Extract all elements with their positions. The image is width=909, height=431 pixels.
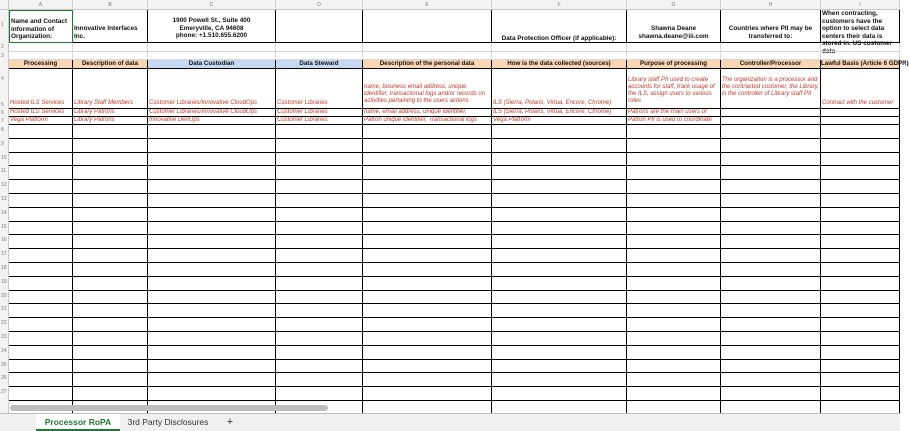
data-center-note[interactable]: When contracting, customers have the option to select data centers their data is stored in. US customer data xyxy=(821,10,900,43)
empty-cell[interactable] xyxy=(73,235,148,249)
empty-cell[interactable] xyxy=(363,153,492,167)
empty-cell[interactable] xyxy=(148,180,276,194)
row-number-13[interactable]: 13 xyxy=(0,194,9,208)
empty-cell[interactable] xyxy=(821,360,900,374)
empty-cell[interactable] xyxy=(721,346,821,360)
empty-cell[interactable] xyxy=(492,125,627,139)
empty-cell[interactable] xyxy=(363,222,492,236)
data-cell-r6-c3[interactable]: Innovative DevOps xyxy=(148,117,276,125)
empty-cell[interactable] xyxy=(492,208,627,222)
empty-cell[interactable] xyxy=(721,194,821,208)
empty-cell[interactable] xyxy=(148,304,276,318)
empty-cell[interactable] xyxy=(73,360,148,374)
empty-cell[interactable] xyxy=(492,194,627,208)
empty-cell[interactable] xyxy=(276,180,363,194)
data-cell-r6-c2[interactable]: Library Patrons xyxy=(73,117,148,125)
tab-3rd-party-disclosures[interactable]: 3rd Party Disclosures xyxy=(127,417,209,427)
data-cell-r6-c4[interactable]: Customer Libraries xyxy=(276,117,363,125)
empty-cell[interactable] xyxy=(363,139,492,153)
empty-cell[interactable] xyxy=(9,125,73,139)
column-header-i[interactable]: I xyxy=(821,0,900,10)
row-number-8[interactable]: 8 xyxy=(0,125,9,139)
empty-cell[interactable] xyxy=(363,125,492,139)
empty-cell[interactable] xyxy=(721,387,821,401)
column-header-label-3[interactable]: Data Custodian xyxy=(148,60,276,69)
data-cell-r5-c7[interactable]: Patrons are the main users of xyxy=(627,109,721,117)
data-cell-r5-c1[interactable]: Hosted ILS Services xyxy=(9,109,73,117)
empty-cell[interactable] xyxy=(363,235,492,249)
empty-cell[interactable] xyxy=(492,222,627,236)
row-number-20[interactable]: 20 xyxy=(0,291,9,305)
empty-cell[interactable] xyxy=(363,180,492,194)
empty-cell[interactable] xyxy=(627,318,721,332)
data-cell-r4-c1[interactable]: Hosted ILS Services xyxy=(9,69,73,109)
empty-cell[interactable] xyxy=(9,318,73,332)
empty-cell[interactable] xyxy=(73,291,148,305)
row-number-23[interactable]: 23 xyxy=(0,332,9,346)
empty-cell[interactable] xyxy=(721,263,821,277)
data-cell-r4-c9[interactable]: Contract with the customer xyxy=(821,69,900,109)
empty-cell[interactable] xyxy=(9,208,73,222)
empty-cell[interactable] xyxy=(627,387,721,401)
empty-cell[interactable] xyxy=(821,291,900,305)
empty-cell[interactable] xyxy=(148,222,276,236)
empty-cell[interactable] xyxy=(9,235,73,249)
empty-cell[interactable] xyxy=(148,235,276,249)
empty-cell[interactable] xyxy=(492,180,627,194)
row-number-1[interactable]: 1 xyxy=(0,10,9,43)
data-cell-r4-c6[interactable]: ILS (Sierra, Polaris, Virtua, Encore, Chrome) xyxy=(492,69,627,109)
empty-cell[interactable] xyxy=(821,346,900,360)
empty-cell[interactable] xyxy=(363,194,492,208)
empty-cell[interactable] xyxy=(9,139,73,153)
empty-cell[interactable] xyxy=(276,139,363,153)
empty-cell[interactable] xyxy=(721,180,821,194)
empty-cell[interactable] xyxy=(276,346,363,360)
tab-processor-ropa[interactable]: Processor RoPA xyxy=(36,414,120,431)
empty-cell[interactable] xyxy=(148,387,276,401)
data-cell-r5-c3[interactable]: Customer Libraries/Innovative CloudOps xyxy=(148,109,276,117)
empty-cell[interactable] xyxy=(276,277,363,291)
empty-cell[interactable] xyxy=(492,277,627,291)
row-number-10[interactable]: 10 xyxy=(0,153,9,167)
empty-cell[interactable] xyxy=(721,166,821,180)
empty-cell[interactable] xyxy=(492,346,627,360)
data-cell-r6-c6[interactable]: Vega Platform xyxy=(492,117,627,125)
data-cell-r5-c9[interactable] xyxy=(821,109,900,117)
row-number-24[interactable]: 24 xyxy=(0,346,9,360)
empty-cell[interactable] xyxy=(9,346,73,360)
empty-cell[interactable] xyxy=(9,153,73,167)
empty-cell[interactable] xyxy=(627,180,721,194)
row-number-14[interactable]: 14 xyxy=(0,208,9,222)
data-cell-r4-c8[interactable]: The organization is a processor and the contracted customer, the Library, is the controller of Library staff PII xyxy=(721,69,821,109)
empty-cell[interactable] xyxy=(276,360,363,374)
empty-cell[interactable] xyxy=(148,332,276,346)
empty-cell[interactable] xyxy=(627,194,721,208)
data-cell-r5-c5[interactable]: name, email address, unique identifier, xyxy=(363,109,492,117)
empty-cell[interactable] xyxy=(276,43,363,52)
data-cell-r6-c7[interactable]: Patron PII is used to coordinate xyxy=(627,117,721,125)
empty-cell[interactable] xyxy=(363,263,492,277)
empty-cell[interactable] xyxy=(492,166,627,180)
empty-cell[interactable] xyxy=(821,43,900,52)
empty-cell[interactable] xyxy=(627,52,721,60)
empty-cell[interactable] xyxy=(148,153,276,167)
empty-cell[interactable] xyxy=(9,360,73,374)
empty-cell[interactable] xyxy=(721,52,821,60)
empty-cell[interactable] xyxy=(363,277,492,291)
empty-cell[interactable] xyxy=(821,304,900,318)
empty-cell[interactable] xyxy=(492,249,627,263)
empty-cell[interactable] xyxy=(276,153,363,167)
row-number-7[interactable]: 7 xyxy=(0,117,9,125)
empty-cell[interactable] xyxy=(821,52,900,60)
empty-cell[interactable] xyxy=(627,249,721,263)
empty-cell[interactable] xyxy=(821,318,900,332)
empty-cell[interactable] xyxy=(73,208,148,222)
empty-cell[interactable] xyxy=(492,332,627,346)
empty-cell[interactable] xyxy=(9,194,73,208)
column-header-h[interactable]: H xyxy=(721,0,821,10)
column-header-g[interactable]: G xyxy=(627,0,721,10)
empty-cell[interactable] xyxy=(148,291,276,305)
empty-cell[interactable] xyxy=(148,139,276,153)
column-header-label-8[interactable]: Controller/Processor xyxy=(721,60,821,69)
empty-cell[interactable] xyxy=(821,208,900,222)
empty-cell[interactable] xyxy=(276,387,363,401)
empty-cell[interactable] xyxy=(73,304,148,318)
row-number-17[interactable]: 17 xyxy=(0,249,9,263)
empty-cell[interactable] xyxy=(276,318,363,332)
empty-cell[interactable] xyxy=(821,332,900,346)
row-number-6[interactable]: 6 xyxy=(0,109,9,117)
empty-cell[interactable] xyxy=(148,277,276,291)
empty-cell[interactable] xyxy=(148,346,276,360)
row-number-25[interactable]: 25 xyxy=(0,360,9,374)
empty-cell[interactable] xyxy=(492,318,627,332)
empty-cell[interactable] xyxy=(276,291,363,305)
column-header-a[interactable]: A xyxy=(9,0,73,10)
org-name-value[interactable]: Innovative Interfaces Inc. xyxy=(73,10,148,43)
empty-cell[interactable] xyxy=(73,277,148,291)
dpo-contact[interactable]: Shawna Deane shawna.deane@iii.com xyxy=(627,10,721,43)
data-cell-r5-c6[interactable]: ILS (Sierra, Polaris, Virtua, Encore, Chrome) xyxy=(492,109,627,117)
empty-cell[interactable] xyxy=(276,166,363,180)
add-sheet-button[interactable]: + xyxy=(226,416,234,428)
empty-cell[interactable] xyxy=(492,373,627,387)
data-cell-r6-c8[interactable] xyxy=(721,117,821,125)
data-cell-r6-c5[interactable]: Patron unique identifier, Transactional logs xyxy=(363,117,492,125)
empty-cell[interactable] xyxy=(73,125,148,139)
empty-cell[interactable] xyxy=(148,208,276,222)
row-number-3[interactable]: 3 xyxy=(0,52,9,60)
row-number-22[interactable]: 22 xyxy=(0,318,9,332)
row-number-16[interactable]: 16 xyxy=(0,235,9,249)
row-number-9[interactable]: 9 xyxy=(0,139,9,153)
empty-cell[interactable] xyxy=(721,139,821,153)
column-header-d[interactable]: D xyxy=(276,0,363,10)
data-cell-r4-c3[interactable]: Customer Libraries/Innovative CloudOps xyxy=(148,69,276,109)
empty-cell[interactable] xyxy=(721,235,821,249)
empty-cell[interactable] xyxy=(492,235,627,249)
row-number-4[interactable]: 4 xyxy=(0,60,9,101)
column-header-e[interactable]: E xyxy=(363,0,492,10)
empty-cell[interactable] xyxy=(821,222,900,236)
column-header-label-7[interactable]: Purpose of processing xyxy=(627,60,721,69)
empty-cell[interactable] xyxy=(363,304,492,318)
data-cell-r4-c5[interactable]: name, business email address, unique identifier, transactional logs and/or records on activities pertaining to the users actions xyxy=(363,69,492,109)
column-header-label-2[interactable]: Description of data xyxy=(73,60,148,69)
data-cell-r6-c1[interactable]: Vega Platform xyxy=(9,117,73,125)
row-number-11[interactable]: 11 xyxy=(0,166,9,180)
empty-cell[interactable] xyxy=(492,139,627,153)
row-number-12[interactable]: 12 xyxy=(0,180,9,194)
empty-cell[interactable] xyxy=(73,222,148,236)
empty-cell[interactable] xyxy=(721,153,821,167)
empty-cell[interactable] xyxy=(276,332,363,346)
empty-cell[interactable] xyxy=(363,387,492,401)
empty-cell[interactable] xyxy=(492,304,627,318)
empty-cell[interactable] xyxy=(721,304,821,318)
column-header-f[interactable]: F xyxy=(492,0,627,10)
empty-cell[interactable] xyxy=(821,277,900,291)
empty-cell[interactable] xyxy=(627,304,721,318)
empty-cell[interactable] xyxy=(363,249,492,263)
transfer-countries-label[interactable]: Countries where PII may be transferred to: xyxy=(721,10,821,43)
column-header-c[interactable]: C xyxy=(148,0,276,10)
data-cell-r4-c7[interactable]: Library staff PII used to create accounts for staff, track usage of the ILS, assign users to various roles xyxy=(627,69,721,109)
horizontal-scrollbar[interactable] xyxy=(10,405,328,411)
empty-cell[interactable] xyxy=(627,277,721,291)
empty-cell[interactable] xyxy=(276,194,363,208)
data-cell-r5-c2[interactable]: Library Patrons xyxy=(73,109,148,117)
empty-cell[interactable] xyxy=(363,166,492,180)
empty-cell[interactable] xyxy=(9,43,73,52)
row-number-15[interactable]: 15 xyxy=(0,222,9,236)
column-header-b[interactable]: B xyxy=(73,0,148,10)
empty-cell[interactable] xyxy=(627,346,721,360)
empty-cell[interactable] xyxy=(9,249,73,263)
empty-cell[interactable] xyxy=(492,52,627,60)
empty-cell[interactable] xyxy=(627,373,721,387)
empty-cell[interactable] xyxy=(276,235,363,249)
empty-cell[interactable] xyxy=(276,208,363,222)
empty-cell[interactable] xyxy=(148,360,276,374)
data-cell-r5-c4[interactable]: Customer Libraries xyxy=(276,109,363,117)
empty-cell[interactable] xyxy=(821,194,900,208)
empty-cell[interactable] xyxy=(9,166,73,180)
empty-cell[interactable] xyxy=(276,373,363,387)
empty-cell[interactable] xyxy=(721,291,821,305)
empty-cell[interactable] xyxy=(363,43,492,52)
empty-cell[interactable] xyxy=(821,125,900,139)
empty-cell[interactable] xyxy=(73,166,148,180)
empty-cell[interactable] xyxy=(363,373,492,387)
empty-cell[interactable] xyxy=(148,52,276,60)
empty-cell[interactable] xyxy=(492,43,627,52)
empty-cell[interactable] xyxy=(9,304,73,318)
column-header-label-6[interactable]: How is the data collected (sources) xyxy=(492,60,627,69)
data-cell-r4-c2[interactable]: Library Staff Members xyxy=(73,69,148,109)
empty-cell[interactable] xyxy=(73,139,148,153)
empty-cell[interactable] xyxy=(627,235,721,249)
empty-cell[interactable] xyxy=(821,263,900,277)
row-number-18[interactable]: 18 xyxy=(0,263,9,277)
empty-cell[interactable] xyxy=(821,139,900,153)
empty-cell[interactable] xyxy=(148,373,276,387)
empty-cell[interactable] xyxy=(627,166,721,180)
empty-cell[interactable] xyxy=(73,318,148,332)
empty-cell[interactable] xyxy=(73,153,148,167)
empty-cell[interactable] xyxy=(148,125,276,139)
empty-cell[interactable] xyxy=(721,360,821,374)
empty-cell[interactable] xyxy=(821,373,900,387)
row-number-26[interactable]: 26 xyxy=(0,373,9,387)
empty-cell[interactable] xyxy=(627,43,721,52)
select-all-corner[interactable] xyxy=(0,0,9,10)
empty-cell[interactable] xyxy=(492,360,627,374)
column-header-label-4[interactable]: Data Steward xyxy=(276,60,363,69)
empty-cell[interactable] xyxy=(363,332,492,346)
empty-cell[interactable] xyxy=(9,180,73,194)
empty-cell[interactable] xyxy=(627,139,721,153)
empty-cell[interactable] xyxy=(721,125,821,139)
data-cell-r5-c8[interactable] xyxy=(721,109,821,117)
empty-cell[interactable] xyxy=(821,249,900,263)
empty-cell[interactable] xyxy=(73,346,148,360)
empty-cell[interactable] xyxy=(148,43,276,52)
empty-cell[interactable] xyxy=(492,291,627,305)
empty-cell[interactable] xyxy=(363,208,492,222)
empty-cell[interactable] xyxy=(363,318,492,332)
empty-cell[interactable] xyxy=(821,235,900,249)
empty-cell[interactable] xyxy=(9,332,73,346)
empty-cell[interactable] xyxy=(627,291,721,305)
row-number-5[interactable]: 5 xyxy=(0,101,9,109)
empty-cell[interactable] xyxy=(276,222,363,236)
empty-cell[interactable] xyxy=(492,153,627,167)
empty-cell[interactable] xyxy=(276,304,363,318)
empty-cell[interactable] xyxy=(276,125,363,139)
row-number-2[interactable]: 2 xyxy=(0,43,9,52)
empty-cell[interactable] xyxy=(276,249,363,263)
empty-cell[interactable] xyxy=(721,43,821,52)
empty-cell[interactable] xyxy=(721,249,821,263)
empty-cell[interactable] xyxy=(721,318,821,332)
empty-cell[interactable] xyxy=(627,153,721,167)
empty-cell[interactable] xyxy=(363,291,492,305)
empty-cell[interactable] xyxy=(73,249,148,263)
empty-cell[interactable] xyxy=(73,332,148,346)
empty-cell[interactable] xyxy=(363,52,492,60)
empty-cell[interactable] xyxy=(9,373,73,387)
empty-cell[interactable] xyxy=(73,263,148,277)
empty-cell[interactable] xyxy=(363,360,492,374)
row-number-19[interactable]: 19 xyxy=(0,277,9,291)
row-number-27[interactable]: 27 xyxy=(0,387,9,401)
empty-cell[interactable] xyxy=(9,291,73,305)
dpo-label[interactable]: Data Protection Officer (if applicable): xyxy=(492,10,627,43)
empty-cell[interactable] xyxy=(721,222,821,236)
empty-cell[interactable] xyxy=(821,180,900,194)
empty-cell[interactable] xyxy=(721,373,821,387)
column-header-label-1[interactable]: Processing xyxy=(9,60,73,69)
empty-cell[interactable] xyxy=(9,263,73,277)
empty-cell[interactable] xyxy=(9,277,73,291)
data-cell-r6-c9[interactable] xyxy=(821,117,900,125)
empty-cell[interactable] xyxy=(721,277,821,291)
column-header-label-5[interactable]: Description of the personal data xyxy=(363,60,492,69)
empty-cell[interactable] xyxy=(627,263,721,277)
empty-cell[interactable] xyxy=(148,263,276,277)
empty-cell[interactable] xyxy=(148,318,276,332)
empty-cell[interactable] xyxy=(492,263,627,277)
org-address[interactable]: 1900 Powell St., Suite 400 Emeryville, CA 94608 phone: +1.510.655.6200 xyxy=(148,10,276,43)
empty-cell[interactable] xyxy=(821,166,900,180)
column-header-label-9[interactable]: Lawful Basis (Article 6 GDPR) xyxy=(821,60,909,67)
empty-cell[interactable] xyxy=(627,332,721,346)
empty-cell-e1[interactable] xyxy=(363,10,492,43)
empty-cell[interactable] xyxy=(73,180,148,194)
empty-cell[interactable] xyxy=(627,222,721,236)
empty-cell[interactable] xyxy=(627,125,721,139)
empty-cell[interactable] xyxy=(9,52,73,60)
empty-cell[interactable] xyxy=(73,194,148,208)
empty-cell[interactable] xyxy=(721,208,821,222)
empty-cell[interactable] xyxy=(276,263,363,277)
empty-cell[interactable] xyxy=(73,52,148,60)
empty-cell[interactable] xyxy=(9,387,73,401)
empty-cell[interactable] xyxy=(148,166,276,180)
empty-cell[interactable] xyxy=(148,249,276,263)
org-name-label[interactable]: Name and Contact information of Organization: xyxy=(9,10,73,43)
empty-cell[interactable] xyxy=(363,346,492,360)
data-cell-r4-c4[interactable]: Customer Libraries xyxy=(276,69,363,109)
empty-cell[interactable] xyxy=(276,52,363,60)
empty-cell[interactable] xyxy=(492,387,627,401)
empty-cell[interactable] xyxy=(821,153,900,167)
empty-cell-d1[interactable] xyxy=(276,10,363,43)
empty-cell[interactable] xyxy=(821,387,900,401)
row-number-21[interactable]: 21 xyxy=(0,304,9,318)
sheet-tab-bar xyxy=(0,413,900,431)
empty-cell[interactable] xyxy=(73,43,148,52)
empty-cell[interactable] xyxy=(721,332,821,346)
empty-cell[interactable] xyxy=(9,222,73,236)
empty-cell[interactable] xyxy=(73,387,148,401)
empty-cell[interactable] xyxy=(73,373,148,387)
empty-cell[interactable] xyxy=(627,360,721,374)
empty-cell[interactable] xyxy=(148,194,276,208)
empty-cell[interactable] xyxy=(627,208,721,222)
